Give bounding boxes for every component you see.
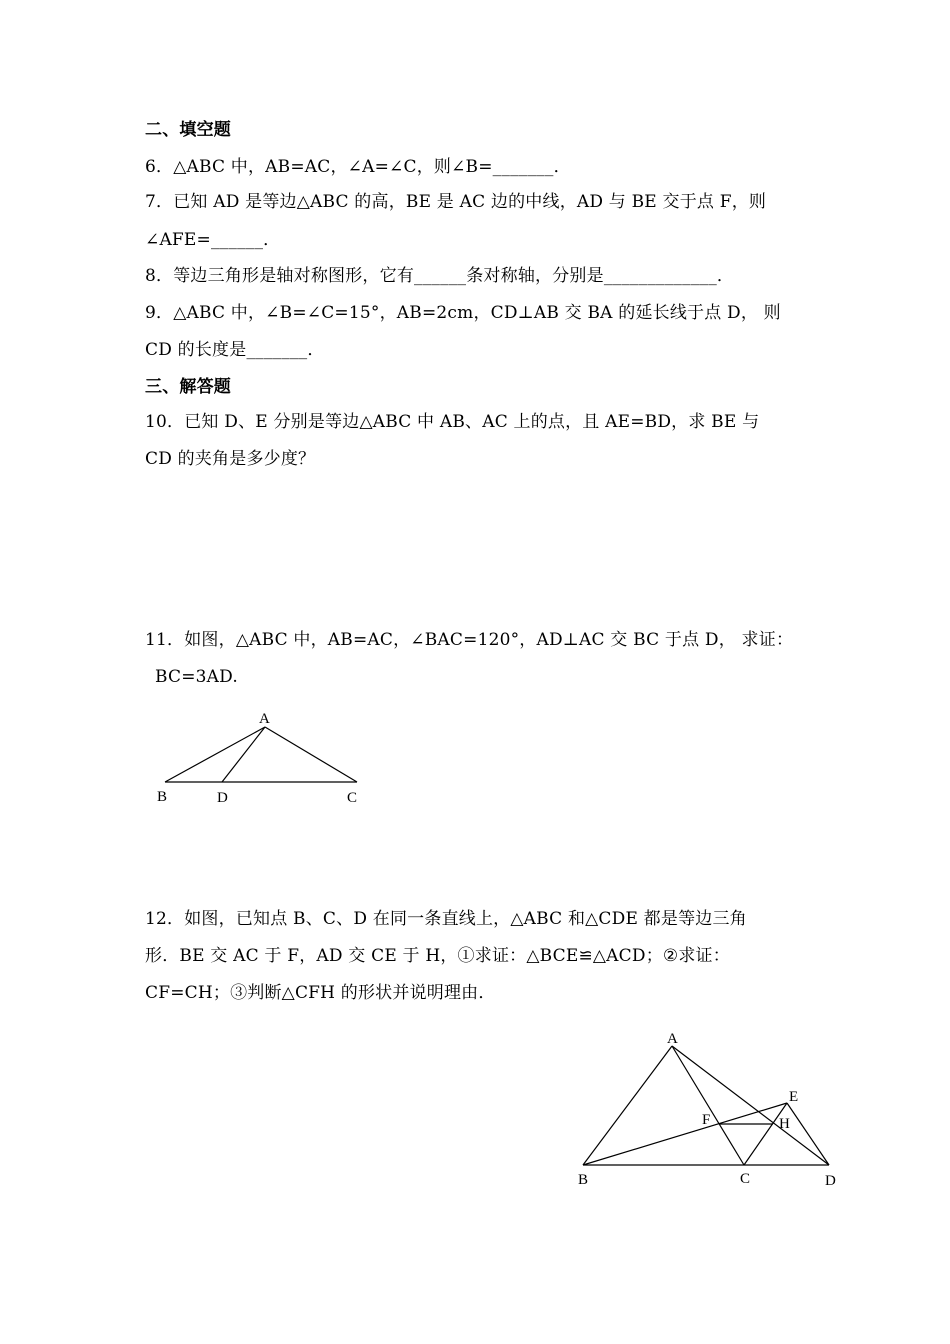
label-e: E (789, 1089, 799, 1105)
segment-ed (787, 1103, 829, 1165)
question-8: 8．等边三角形是轴对称图形，它有______条对称轴，分别是_____________． (145, 266, 735, 286)
question-10-line-1: 10．已知 D、E 分别是等边△ABC 中 AB、AC 上的点，且 AE=BD，求 BE 与 (145, 412, 760, 432)
question-9-line-2: CD 的长度是_______． (145, 340, 325, 360)
label-a: A (259, 711, 270, 727)
segment-ad (672, 1046, 829, 1165)
segment-be (583, 1103, 787, 1165)
label-d: D (825, 1173, 836, 1189)
label-b: B (578, 1172, 589, 1188)
segment-ac (672, 1046, 744, 1165)
question-7-line-2: ∠AFE=______． (145, 230, 281, 250)
question-10-line-2: CD 的夹角是多少度？ (145, 449, 316, 469)
question-12-line-2: 形．BE 交 AC 于 F，AD 交 CE 于 H，①求证：△BCE≌△ACD；②求证： (145, 946, 730, 966)
label-b: B (157, 789, 168, 805)
label-d: D (217, 790, 228, 806)
label-a: A (667, 1031, 678, 1047)
question-12-line-1: 12．如图，已知点 B、C、D 在同一条直线上，△ABC 和△CDE 都是等边三角 (145, 909, 747, 929)
question-7-line-1: 7．已知 AD 是等边△ABC 的高，BE 是 AC 边的中线，AD 与 BE 交于点 F，则 (145, 192, 767, 212)
question-11-line-1: 11．如图，△ABC 中，AB=AC，∠BAC=120°，AD⊥AC 交 BC 于点 D， 求证： (145, 630, 794, 650)
segment-ab (583, 1046, 672, 1165)
label-c: C (740, 1171, 751, 1187)
question-11-line-2: BC=3AD. (155, 667, 238, 687)
label-f: F (702, 1112, 711, 1128)
question-12-line-3: CF=CH；③判断△CFH 的形状并说明理由． (145, 983, 496, 1003)
section-heading-fill-blank: 二、填空题 (145, 120, 231, 140)
segment-ce (744, 1103, 787, 1165)
question-6: 6．△ABC 中，AB=AC，∠A=∠C，则∠B=_______． (145, 157, 571, 177)
question-9-line-1: 9．△ABC 中，∠B=∠C=15°，AB=2cm，CD⊥AB 交 BA 的延长线于点 D， 则 (145, 303, 781, 323)
section-heading-solve: 三、解答题 (145, 377, 231, 397)
label-h: H (779, 1116, 790, 1132)
label-c: C (347, 790, 358, 806)
